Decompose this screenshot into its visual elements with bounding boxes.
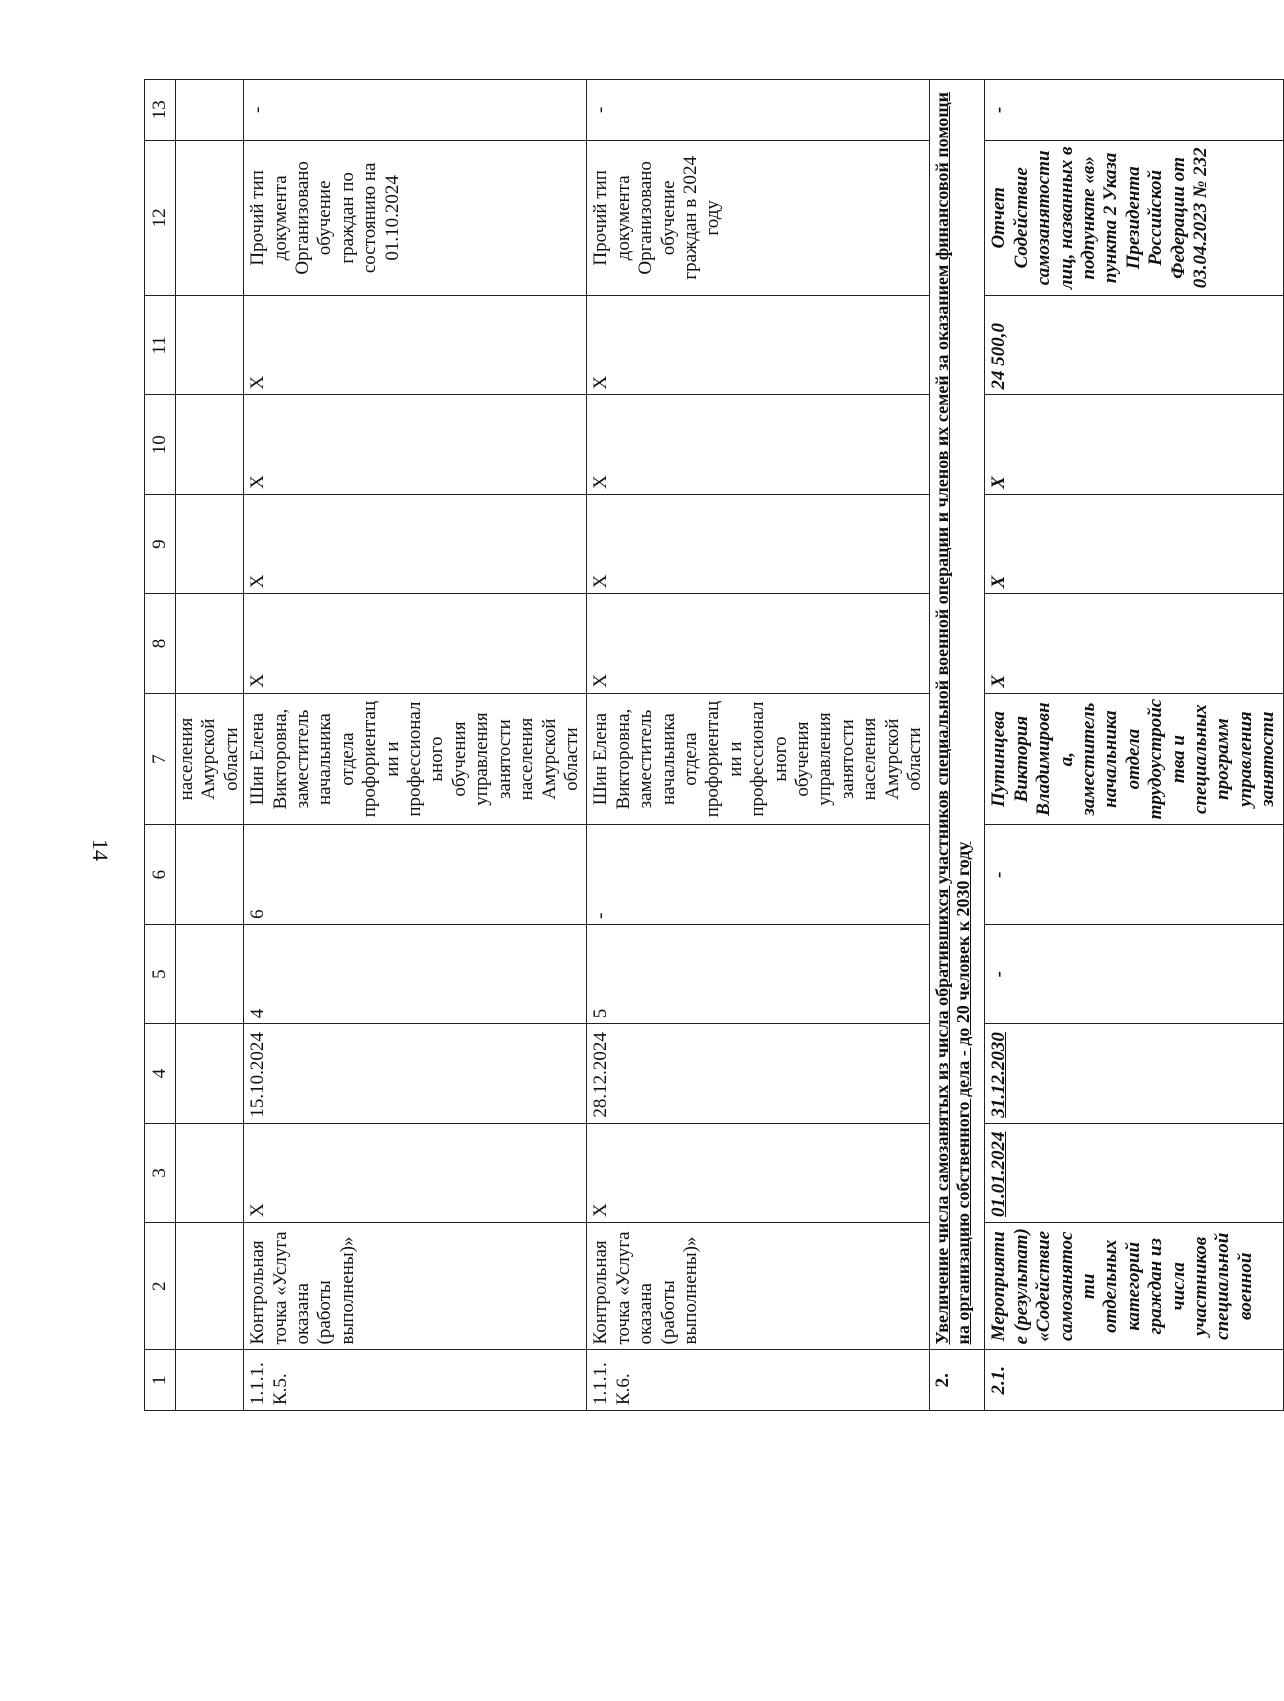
cell-8: X [244, 594, 587, 693]
cell-11: X [244, 296, 587, 395]
header-cell: 3 [145, 1123, 176, 1222]
header-cell: 10 [145, 395, 176, 494]
table-cell [176, 1350, 244, 1411]
row-name: Контрольная точка «Услуга оказана (работы выполнены)» [587, 1223, 930, 1350]
cell-9: X [244, 494, 587, 593]
header-cell: 12 [145, 140, 176, 296]
row-name: Мероприятие (результат) «Содействие самозанятости отдельных категорий граждан из числа участников специальной военной [985, 1223, 1283, 1350]
cell-5: 4 [244, 924, 587, 1023]
table-cell [176, 296, 244, 395]
header-cell: 11 [145, 296, 176, 395]
row-number: 1.1.1.К.6. [587, 1350, 930, 1411]
financing-amount: 24 500,0 [985, 296, 1283, 395]
responsible-person: Шин Елена Викторовна, заместитель начальника отдела профориентации и профессионального обучения управления занятости населения Амурской области [587, 693, 930, 825]
cell-10: X [985, 395, 1283, 494]
header-cell: 7 [145, 693, 176, 825]
end-date: 28.12.2024 [587, 1024, 930, 1123]
document-type: Отчет Содействие самозанятости лиц, названных в подпункте «в» пункта 2 Указа Президента Российской Федерации от 03.04.2023 № 232 [985, 140, 1283, 296]
table-cell [176, 1024, 244, 1123]
cell-5: 5 [587, 924, 930, 1023]
document-type: Прочий тип документа Организовано обучение граждан по состоянию на 01.10.2024 [244, 140, 587, 296]
cell-10: X [587, 395, 930, 494]
table-cell [176, 1123, 244, 1222]
table-row [244, 80, 587, 1411]
row-name: Контрольная точка «Услуга оказана (работы выполнены)» [244, 1223, 587, 1350]
cell-6: - [985, 825, 1283, 924]
end-date: 31.12.2030 [985, 1024, 1283, 1123]
header-cell: 1 [145, 1350, 176, 1411]
section-row [930, 80, 985, 1411]
header-cell: 9 [145, 494, 176, 593]
section-title: Увеличение числа самозанятых из числа обратившихся участников специальной военной операции и членов их семей за оказанием финансовой помощи на организацию собственного дела - до 20 человек к 2030 году [930, 80, 985, 1351]
table-cell [176, 140, 244, 296]
cell-8: X [587, 594, 930, 693]
page-number: 14 [88, 839, 113, 861]
document-type: Прочий тип документа Организовано обучение граждан в 2024 году [587, 140, 930, 296]
cell-13: - [587, 80, 930, 141]
table-cell [176, 825, 244, 924]
cell-6: 6 [244, 825, 587, 924]
header-row [145, 80, 176, 1411]
rotated-page-content [144, 79, 1279, 1411]
start-date: 01.01.2024 [985, 1123, 1283, 1222]
cell-13: - [985, 80, 1283, 141]
header-cell: 4 [145, 1024, 176, 1123]
table-cell [176, 924, 244, 1023]
cell-10: X [244, 395, 587, 494]
header-cell: 13 [145, 80, 176, 141]
cell-8: X [985, 594, 1283, 693]
cell-13: - [244, 80, 587, 141]
plan-table [144, 79, 1284, 1411]
row-number: 2.1. [985, 1350, 1283, 1411]
row-number: 1.1.1.К.5. [244, 1350, 587, 1411]
section-number: 2. [930, 1350, 985, 1411]
header-cell: 8 [145, 594, 176, 693]
responsible-person: Шин Елена Викторовна, заместитель начальника отдела профориентации и профессионального обучения управления занятости населения Амурской области [244, 693, 587, 825]
header-cell: 6 [145, 825, 176, 924]
start-date: X [587, 1123, 930, 1222]
responsible-continuation: населения Амурской области [176, 693, 244, 825]
end-date: 15.10.2024 [244, 1024, 587, 1123]
header-cell: 5 [145, 924, 176, 1023]
start-date: X [244, 1123, 587, 1222]
cell-9: X [985, 494, 1283, 593]
table-cell [176, 594, 244, 693]
responsible-person: Путинцева Виктория Владимировна, заместитель начальника отдела трудоустройства и специальных программ управления занятости [985, 693, 1283, 825]
continuation-row [176, 80, 244, 1411]
table-cell [176, 80, 244, 141]
cell-5: - [985, 924, 1283, 1023]
cell-9: X [587, 494, 930, 593]
table-cell [176, 395, 244, 494]
table-cell [176, 1223, 244, 1350]
header-cell: 2 [145, 1223, 176, 1350]
cell-6: - [587, 825, 930, 924]
table-row [985, 80, 1283, 1411]
table-row [587, 80, 930, 1411]
cell-11: X [587, 296, 930, 395]
table-cell [176, 494, 244, 593]
